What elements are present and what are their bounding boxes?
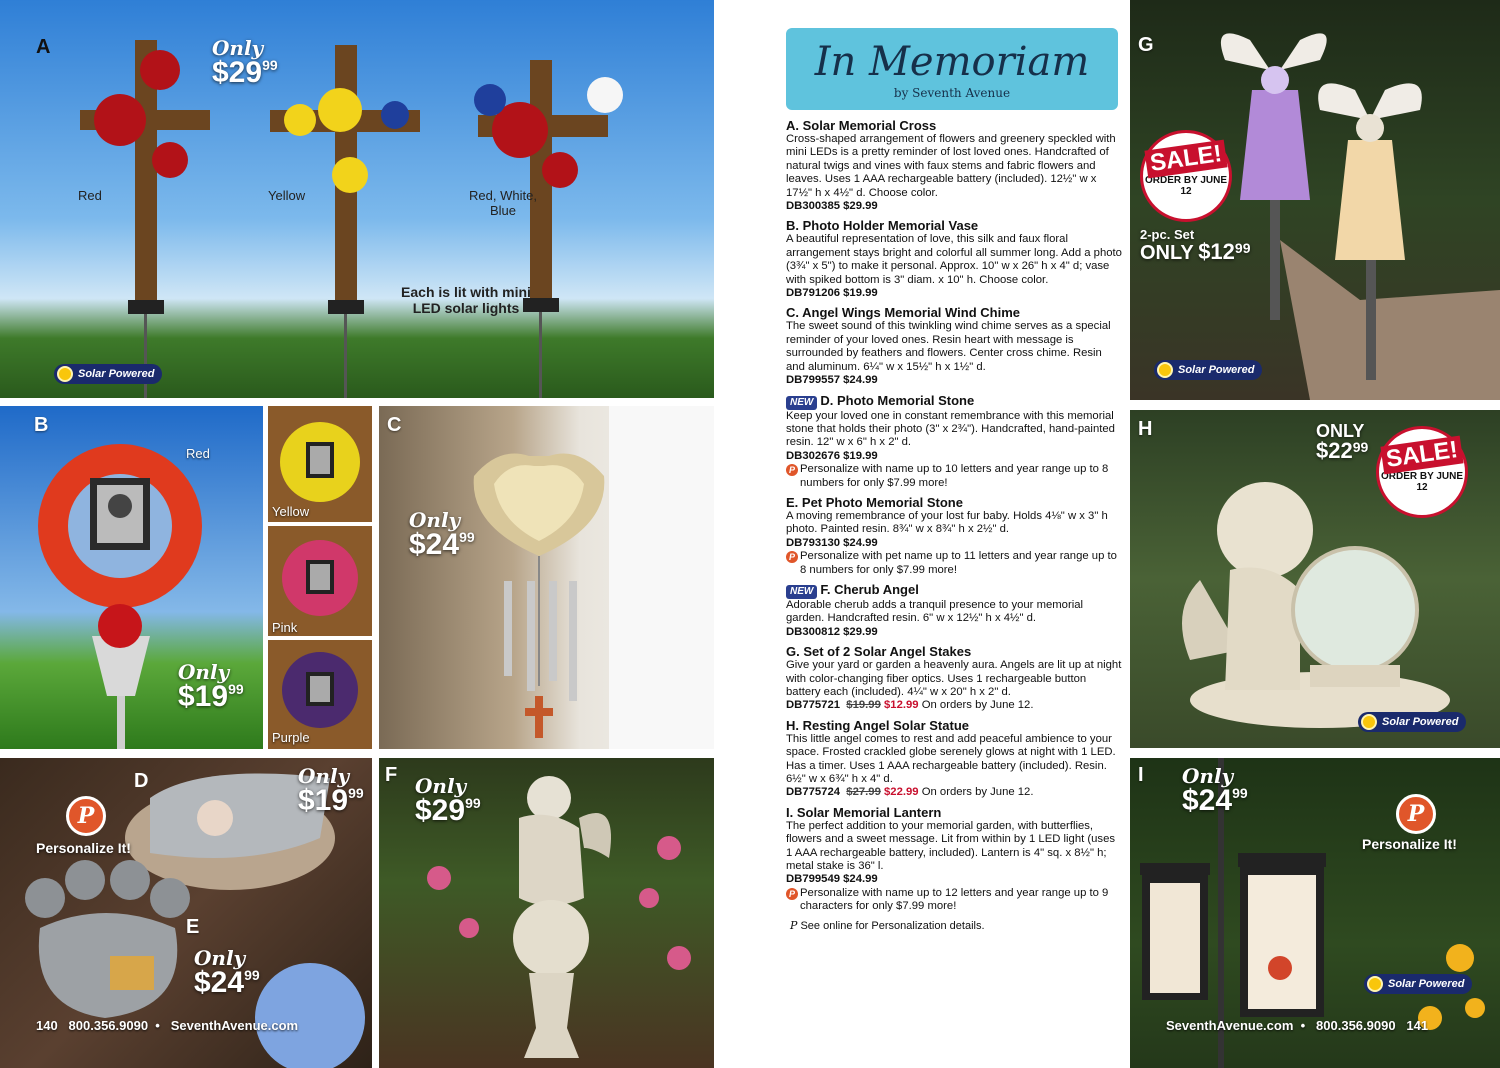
item-e — [786, 495, 1122, 577]
item-d — [786, 393, 1122, 490]
panel-a-image — [0, 0, 714, 398]
item-title: A. Solar Memorial Cross — [786, 118, 937, 133]
product-descriptions — [786, 118, 1122, 933]
item-sku-price: DB791206 $19.99 — [786, 287, 878, 300]
solar-powered-badge: Solar Powered — [54, 364, 162, 384]
price-only-label: Only — [212, 36, 264, 60]
item-h — [786, 718, 1122, 800]
item-body: A beautiful representation of love, this silk and faux floral arrangement stays bright and colorful all summer long. Add a photo (3¾" x 5") to make it personal. Approx. 10" w x 26" h x 4" d; vase with spiked bottom is 3" diam. x 10" h. Choose color. — [786, 233, 1122, 286]
personalize-label: Personalize It! — [1362, 836, 1457, 852]
memorial-crosses-illustration — [0, 0, 714, 398]
panel-letter: H — [1138, 418, 1153, 440]
item-sku-price: DB799549 $24.99 — [786, 873, 878, 886]
wind-chime-illustration — [379, 406, 714, 749]
item-sku-price: DB300812 $29.99 — [786, 625, 878, 638]
footer-right: SeventhAvenue.com • 800.356.9090 141 — [1166, 1018, 1429, 1033]
sale-note: On orders by June 12. — [921, 786, 1034, 799]
personalize-note: P Personalize with pet name up to 11 letters and year range up to 8 numbers for only $7.99 more! — [786, 550, 1122, 577]
page-number: 141 — [1406, 1018, 1429, 1033]
item-body: Cross-shaped arrangement of flowers and greenery speckled with mini LEDs is a pretty reminder of lost loved ones. Handcrafted of natural twigs and vines with faux stems and fabric flowers and leaves. Uses 1 AAA rechargeable battery (included). 12½" w x 17½" h x 4½" d. Choose color. — [786, 133, 1116, 199]
panel-letter: B — [34, 414, 49, 436]
color-caption-yellow: Yellow — [272, 504, 310, 519]
item-sku-price: DB793130 $24.99 — [786, 536, 878, 549]
item-title: E. Pet Photo Memorial Stone — [786, 494, 963, 510]
price-tag — [178, 662, 244, 712]
price-cents: 99 — [244, 967, 260, 983]
in-memoriam-header — [786, 28, 1118, 110]
item-b — [786, 218, 1122, 300]
price-dollars: $22 — [1316, 438, 1353, 463]
price-dollars: $24 — [1182, 784, 1233, 817]
price-only-label: Only — [1182, 764, 1234, 788]
personalize-note: P Personalize with name up to 12 letters and year range up to 9 characters for only $7.99 more! — [786, 887, 1122, 914]
price-tag — [415, 776, 481, 826]
price-cents: 99 — [1234, 240, 1251, 256]
color-caption-red-white-blue: Red, White, Blue — [469, 188, 537, 218]
item-title: F. Cherub Angel — [820, 581, 919, 597]
price-dollars: $12 — [1198, 239, 1235, 264]
item-body: The perfect addition to your memorial garden, with butterflies, flowers and a sweet message. Lit from within by 1 LED light (uses 1 AAA rechargeable battery, included). Lantern is 4" sq. x 8½" h; metal stake is 36" l. — [786, 819, 1116, 873]
item-a — [786, 118, 1122, 213]
price-cents: 99 — [228, 681, 244, 697]
price-cents: 99 — [465, 795, 481, 811]
panel-letter: C — [387, 414, 402, 436]
see-online-note: P See online for Personalization details. — [790, 918, 985, 932]
personalize-note: P Personalize with name up to 10 letters and year range up to 8 numbers for only $7.99 more! — [786, 463, 1122, 490]
sale-price: $22.99 — [884, 786, 919, 799]
order-by-label: ORDER BY JUNE 12 — [1380, 471, 1464, 493]
personalize-p-icon: P — [786, 888, 798, 900]
item-sku-price: DB302676 $19.99 — [786, 449, 878, 462]
panel-f-image — [379, 758, 714, 1068]
item-sku-price: DB799557 $24.99 — [786, 374, 878, 387]
price-cents: 99 — [1232, 785, 1248, 801]
price-tag — [298, 766, 364, 816]
price-dollars: $24 — [409, 528, 460, 561]
item-c — [786, 305, 1122, 387]
sale-badge — [1376, 426, 1468, 518]
sun-icon — [1367, 976, 1383, 992]
price-cents: 99 — [262, 57, 278, 73]
price-only-label: Only — [178, 660, 230, 684]
item-body: The sweet sound of this twinkling wind chime serves as a special reminder of your loved ones. Resin heart with message is surrounded by feathers and flowers. Center cross chime. Resin and aluminum. 6¼" w x 15½" h x 1½" d. — [786, 320, 1111, 373]
panel-letter: G — [1138, 34, 1154, 56]
new-badge: NEW — [786, 585, 817, 599]
item-title: H. Resting Angel Solar Statue — [786, 717, 969, 733]
price-tag — [1140, 228, 1250, 263]
item-title: B. Photo Holder Memorial Vase — [786, 218, 979, 234]
price-cents: 99 — [348, 785, 364, 801]
item-g — [786, 644, 1122, 713]
price-dollars: $24 — [194, 966, 245, 999]
item-title: D. Photo Memorial Stone — [820, 392, 975, 408]
original-price: $27.99 — [846, 786, 881, 799]
price-only-label: Only — [298, 764, 350, 788]
sale-badge — [1140, 130, 1232, 222]
panel-letter: D — [134, 770, 149, 792]
color-swatch-yellow[interactable] — [268, 406, 372, 522]
sun-icon — [57, 366, 73, 382]
solar-powered-badge: Solar Powered — [1364, 974, 1472, 994]
item-f — [786, 582, 1122, 639]
color-caption-red: Red — [78, 188, 102, 203]
price-tag — [1182, 766, 1248, 816]
panel-i-image — [1130, 758, 1500, 1068]
item-body: This little angel comes to rest and add peaceful ambience to your space. Frosted crackled globe serenely glows at night with 1 LED. Has a timer. Uses 1 AAA rechargeable battery (included). Resin. 6½" w x 6¾" h x 4" d. — [786, 732, 1116, 786]
personalize-label: Personalize It! — [36, 840, 131, 856]
sale-label: SALE! — [1380, 436, 1463, 475]
price-dollars: $29 — [415, 794, 466, 827]
panel-de-image — [0, 758, 372, 1068]
sun-icon — [1361, 714, 1377, 730]
solar-powered-badge: Solar Powered — [1154, 360, 1262, 380]
item-sku-price: DB300385 $29.99 — [786, 200, 878, 213]
solar-powered-badge: Solar Powered — [1358, 712, 1466, 732]
item-title: G. Set of 2 Solar Angel Stakes — [786, 644, 972, 660]
item-i — [786, 805, 1122, 914]
price-only-label: Only — [415, 774, 467, 798]
footer-left: 140 800.356.9090 • SeventhAvenue.com — [36, 1018, 299, 1033]
item-body: Keep your loved one in constant remembrance with this memorial stone that holds their photo (3" x 2¾"). Handcrafted, hand-painted resin. 12" w x 6" h x 2" d. — [786, 409, 1115, 449]
personalize-p-icon: P — [66, 796, 106, 836]
panel-letter-e: E — [186, 916, 200, 938]
order-by-label: ORDER BY JUNE 12 — [1144, 175, 1228, 197]
page-number: 140 — [36, 1018, 58, 1033]
sale-note: On orders by June 12. — [921, 699, 1034, 712]
panel-letter: I — [1138, 764, 1144, 786]
personalize-p-icon: P — [786, 551, 798, 563]
item-sku-price: DB775724 $27.99 $22.99 On orders by June 12. — [786, 786, 1034, 799]
price-dollars: $19 — [178, 680, 229, 713]
panel-g-image — [1130, 0, 1500, 400]
price-tag-e — [194, 948, 260, 998]
panel-letter: F — [385, 764, 398, 786]
sale-label: SALE! — [1144, 140, 1227, 179]
set-label: 2-pc. Set — [1140, 227, 1195, 242]
price-dollars: $19 — [298, 784, 349, 817]
price-only-label: ONLY — [1140, 242, 1194, 264]
personalize-p-icon: P — [786, 464, 798, 476]
price-tag — [409, 510, 475, 560]
item-body: A moving remembrance of your lost fur baby. Holds 4⅛" w x 3" h photo. Painted resin. 8¾" w x 8¾" h x 2½" d. — [786, 509, 1108, 536]
original-price: $19.99 — [846, 699, 881, 712]
item-title: I. Solar Memorial Lantern — [786, 804, 942, 820]
panel-b-image — [0, 406, 263, 749]
price-cents: 99 — [1352, 439, 1369, 455]
website-link[interactable]: SeventhAvenue.com — [1166, 1018, 1294, 1033]
price-dollars: $29 — [212, 56, 263, 89]
price-only-label: Only — [409, 508, 461, 532]
panel-c-image — [379, 406, 714, 749]
sale-price: $12.99 — [884, 699, 919, 712]
color-caption-purple: Purple — [272, 730, 310, 745]
phone-number: 800.356.9090 — [68, 1018, 149, 1033]
color-swatch-purple[interactable] — [268, 640, 372, 749]
color-swatch-pink[interactable] — [268, 526, 372, 636]
item-title: C. Angel Wings Memorial Wind Chime — [786, 305, 1021, 321]
sun-icon — [1157, 362, 1173, 378]
color-caption-red: Red — [186, 446, 210, 461]
price-tag — [1316, 422, 1368, 462]
price-tag — [212, 38, 278, 88]
price-only-label: Only — [194, 946, 246, 970]
section-title: In Memoriam — [814, 39, 1090, 85]
panel-h-image — [1130, 410, 1500, 748]
item-body: Adorable cherub adds a tranquil presence to your memorial garden. Handcrafted resin. 6" w x 12½" h x 4½" d. — [786, 598, 1084, 625]
section-subtitle: by Seventh Avenue — [893, 86, 1011, 100]
new-badge: NEW — [786, 396, 817, 410]
price-cents: 99 — [459, 529, 475, 545]
color-caption-yellow: Yellow — [268, 188, 306, 203]
color-caption-pink: Pink — [272, 620, 298, 635]
panel-letter: A — [36, 36, 51, 58]
personalize-p-icon: P — [1396, 794, 1436, 834]
item-sku-price: DB775721 $19.99 $12.99 On orders by June 12. — [786, 699, 1034, 712]
website-link[interactable]: SeventhAvenue.com — [170, 1018, 299, 1033]
price-only-label: ONLY — [1316, 421, 1365, 441]
item-body: Give your yard or garden a heavenly aura. Angels are lit up at night with color-changing fiber optics. Uses 1 rechargeable button battery each (included). 4¼" w x 20" h x 2" d. — [786, 659, 1122, 698]
phone-number: 800.356.9090 — [1316, 1018, 1396, 1033]
led-note: Each is lit with mini LED solar lights — [401, 284, 531, 316]
